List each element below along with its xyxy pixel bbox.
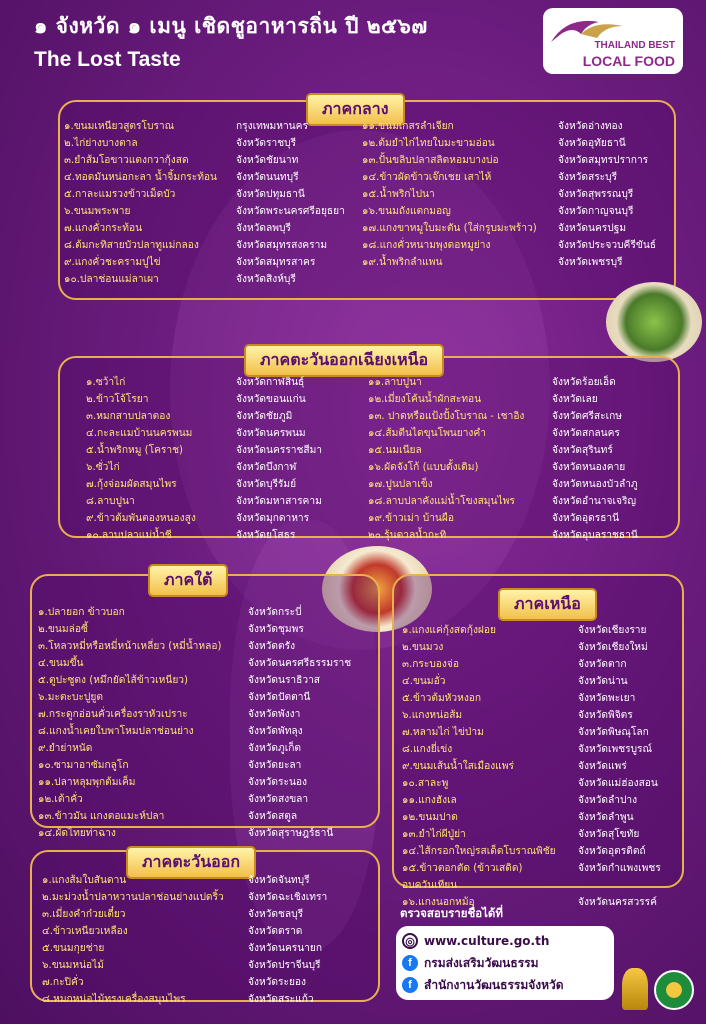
dish-item: ๑๓.ยำไก่ผีปู่ย่า <box>402 829 466 840</box>
province-item: จังหวัดหนองบัวลำภู <box>552 479 638 490</box>
province-item: จังหวัดลำพูน <box>578 812 634 823</box>
dish-item: ๑.ขนมเหนียวสูตรโบราณ <box>64 121 175 132</box>
dish-item: ๗.แกงคั่วกระท้อน <box>64 223 143 234</box>
province-item: จังหวัดพิษณุโลก <box>578 727 649 738</box>
province-item: จังหวัดมุกดาหาร <box>236 513 310 524</box>
province-item: จังหวัดอุดรธานี <box>552 513 620 524</box>
province-item: จังหวัดนครสวรรค์ <box>578 897 657 908</box>
dish-item: ๑๑.ปลาหลุมพุกต้มเค็ม <box>38 777 136 788</box>
province-item: จังหวัดนครศรีธรรมราช <box>248 658 352 669</box>
globe-icon: ◎ <box>402 933 418 949</box>
east-dishes <box>42 872 224 1008</box>
province-item: จังหวัดนครนายก <box>248 943 323 954</box>
province-item: จังหวัดยะลา <box>248 760 302 771</box>
province-item: จังหวัดลำปาง <box>578 795 638 806</box>
dish-item: ๓.ยำส้มโอขาวแตงกวากุ้งสด <box>64 155 189 166</box>
dish-item: ๕.ขนมกุยช่าย <box>42 943 105 954</box>
province-item: จังหวัดพระนครศรีอยุธยา <box>236 206 345 217</box>
province-item: จังหวัดพิจิตร <box>578 710 633 721</box>
dish-item: ๑๖.ผัดจังโก้ (แบบดั้งเดิม) <box>368 462 479 473</box>
dish-item: ๑๙.ข้าวเม่า บ้านผือ <box>368 513 454 524</box>
facebook-icon: f <box>402 977 418 993</box>
province-item: จังหวัดชัยนาท <box>236 155 299 166</box>
central-region-title: ภาคกลาง <box>306 93 405 126</box>
province-item: จังหวัดเลย <box>552 394 598 405</box>
province-item: กรุงเทพมหานคร <box>236 121 308 132</box>
province-item: จังหวัดจันทบุรี <box>248 875 310 886</box>
province-item: จังหวัดฉะเชิงเทรา <box>248 892 328 903</box>
central-right-provinces <box>558 118 656 271</box>
dish-item: ๕.น้ำพริกหมู (โคราช) <box>86 445 184 456</box>
province-item: จังหวัดหนองคาย <box>552 462 626 473</box>
province-item: จังหวัดอุทัยธานี <box>558 138 626 149</box>
province-item: จังหวัดปทุมธานี <box>236 189 305 200</box>
website-link[interactable] <box>402 930 608 952</box>
province-item: จังหวัดนครปฐม <box>558 223 627 234</box>
dish-item: ๘.ลาบปูนา <box>86 496 135 507</box>
dish-item: ๑๖.แกงนอกหม้อ <box>402 897 475 908</box>
dish-item: ๑๓.ข้าวมัน แกงตอแมะห์ปลา <box>38 811 165 822</box>
dish-item: ๑๒.เมี่ยงโค้นน้ำผักสะทอน <box>368 394 482 405</box>
dish-item: ๒.ขนมวง <box>402 642 444 653</box>
province-item: จังหวัดปัตตานี <box>248 692 311 703</box>
province-item: จังหวัดตราด <box>248 926 303 937</box>
dish-item: ๘.ต้มกะทิสายบัวปลาทูแม่กลอง <box>64 240 199 251</box>
northeast-right-provinces <box>552 374 638 544</box>
province-item <box>578 877 661 894</box>
logo-text-line2: LOCAL FOOD <box>582 53 675 69</box>
dish-item: ๙.แกงคั่วชะครามปูไข่ <box>64 257 161 268</box>
province-item: จังหวัดเพชรบูรณ์ <box>578 744 652 755</box>
province-item: จังหวัดน่าน <box>578 676 628 687</box>
facebook-link-dept-text: กรมส่งเสริมวัฒนธรรม <box>424 955 539 970</box>
province-item: จังหวัดพะเยา <box>578 693 636 704</box>
dish-item: ๓.โหลวหมี่หรือหมี่หน้าเหลี่ยว (หมี่น้ำหลอ) <box>38 641 222 652</box>
province-item: จังหวัดกระบี่ <box>248 607 302 618</box>
facebook-link-dept[interactable] <box>402 952 608 974</box>
dish-item: ๑๙.น้ำพริกลำแพน <box>362 257 443 268</box>
south-provinces <box>248 604 351 842</box>
logo-text-line1: THAILAND BEST <box>594 40 675 51</box>
website-link-text: www.culture.go.th <box>424 934 550 948</box>
province-item: จังหวัดสระแก้ว <box>248 994 314 1005</box>
province-item: จังหวัดอุบลราชธานี <box>552 530 638 541</box>
province-item: จังหวัดประจวบคีรีขันธ์ <box>558 240 656 251</box>
province-item: จังหวัดบุรีรัมย์ <box>236 479 297 490</box>
dish-item: ๑๔.ส้มตีนไดขุนโพนยางคำ <box>368 428 486 439</box>
province-item: จังหวัดเชียงราย <box>578 625 647 636</box>
dish-item: ๑๑.ลาบปูนา <box>368 377 422 388</box>
northeast-region-title: ภาคตะวันออกเฉียงเหนือ <box>244 344 444 377</box>
dish-item: ๑๕.นมเนียล <box>368 445 422 456</box>
north-dishes <box>402 622 556 911</box>
south-dishes <box>38 604 221 842</box>
province-item: จังหวัดศรีสะเกษ <box>552 411 622 422</box>
province-item: จังหวัดพัทลุง <box>248 726 303 737</box>
province-item: จังหวัดกำแพงเพชร <box>578 863 661 874</box>
province-item: จังหวัดนนทบุรี <box>236 172 299 183</box>
dish-item: ๑๕.น้ำพริกไปนา <box>362 189 435 200</box>
thailand-best-local-food-logo <box>543 8 683 74</box>
dish-item: ๑๘.แกงคั่วหนามพุงดอหมูย่าง <box>362 240 491 251</box>
province-item: จังหวัดนครราชสีมา <box>236 445 323 456</box>
dish-item: ๓.หมกสาบปลาตอง <box>86 411 171 422</box>
northeast-left-dishes <box>86 374 196 544</box>
central-right-dishes <box>362 118 537 271</box>
province-item: จังหวัดแม่ฮ่องสอน <box>578 778 658 789</box>
dish-item: ๕.กาละแมรวงข้าวเม็ดบัว <box>64 189 176 200</box>
province-item: จังหวัดชลบุรี <box>248 909 304 920</box>
dish-item: ๕.ข้าวต้มหัวหงอก <box>402 693 482 704</box>
province-item: จังหวัดมหาสารคาม <box>236 496 322 507</box>
province-item: จังหวัดสงขลา <box>248 794 309 805</box>
central-left-dishes <box>64 118 217 288</box>
facebook-icon: f <box>402 955 418 971</box>
south-region-title: ภาคใต้ <box>148 564 228 597</box>
province-item: จังหวัดกาญจนบุรี <box>558 206 634 217</box>
dish-item: ๑.แกงส้มใบสันดาน <box>42 875 127 886</box>
dish-item: ๒.ข้าวโจ้โรยา <box>86 394 149 405</box>
dish-item: ๑๐.ซามาอาซัมกลูโก <box>38 760 129 771</box>
dish-item: ๑.ปลายอก ข้าวบอก <box>38 607 125 618</box>
dish-item: ๓.เมี่ยงคำก๋วยเตี๋ยว <box>42 909 126 920</box>
dish-item: ๑๘.ลาบปลาคังแม่น้ำโขงสมุนไพร <box>368 496 515 507</box>
province-item: จังหวัดสุพรรณบุรี <box>558 189 634 200</box>
province-item: จังหวัดตาก <box>578 659 627 670</box>
province-item: จังหวัดราชบุรี <box>236 138 297 149</box>
province-item: จังหวัดพังงา <box>248 709 301 720</box>
verify-label: ตรวจสอบรายชื่อได้ที่ <box>400 906 503 920</box>
east-provinces <box>248 872 327 1008</box>
dish-item: ๑๒.ต้มยำไก่ไทยใบมะขามอ่อน <box>362 138 495 149</box>
province-item: จังหวัดขอนแก่น <box>236 394 306 405</box>
province-item: จังหวัดสมุทรสงคราม <box>236 240 328 251</box>
dish-item: ๔.ทอดมันหน่อกะลา น้ำจิ้มกระท้อน <box>64 172 217 183</box>
province-item: จังหวัดระยอง <box>248 977 307 988</box>
province-item: จังหวัดเชียงใหม่ <box>578 642 648 653</box>
province-item: จังหวัดปราจีนบุรี <box>248 960 321 971</box>
province-item: จังหวัดแพร่ <box>578 761 627 772</box>
dish-item: ๓.กระบองจ่อ <box>402 659 459 670</box>
province-item: จังหวัดกาฬสินธุ์ <box>236 377 305 388</box>
dish-item: ๑.ซว้าไก่ <box>86 377 126 388</box>
dish-item: ๗.กระดูกอ่อนคั่วเครื่องราหัวเปราะ <box>38 709 188 720</box>
province-item: จังหวัดสุโขทัย <box>578 829 640 840</box>
dish-item: ๗.กะปิคั่ว <box>42 977 84 988</box>
dish-item: ๕.ตูปะซูตง (หมึกยัดไส้ข้าวเหนียว) <box>38 675 188 686</box>
province-item: จังหวัดสกลนคร <box>552 428 620 439</box>
dish-item: ๒.มะม่วงน้ำปลาหวานปลาช่อนย่างแปดริ้ว <box>42 892 224 903</box>
dish-item: ๙.ขนมเส้นน้ำใสเมืองแพร่ <box>402 761 514 772</box>
page-title: ๑ จังหวัด ๑ เมนู เชิดชูอาหารถิ่น ปี ๒๕๖๗ <box>34 14 428 38</box>
north-provinces <box>578 622 661 911</box>
dish-item: ๑๓.ปั้นขลิบปลาสลิดหอมบางบ่อ <box>362 155 499 166</box>
northeast-left-provinces <box>236 374 322 544</box>
province-item: จังหวัดบึงกาฬ <box>236 462 297 473</box>
province-item: จังหวัดลพบุรี <box>236 223 291 234</box>
province-item: จังหวัดสิงห์บุรี <box>236 274 296 285</box>
dish-item: ๘.แกงน้ำเคยใบพาโหมปลาช่อนย่าง <box>38 726 194 737</box>
province-item: จังหวัดเพชรบุรี <box>558 257 623 268</box>
dish-item: ๖.ขนมพระพาย <box>64 206 131 217</box>
dish-item: ๔.ขนมขึ้น <box>38 658 84 669</box>
north-region-title: ภาคเหนือ <box>498 588 597 621</box>
dish-item: ๒.ไก่ย่างบางตาล <box>64 138 138 149</box>
central-left-provinces <box>236 118 345 288</box>
dish-item: ๖.มะตะบะปูยูต <box>38 692 103 703</box>
dish-item: ๑๐.ลาบปลาแม่น้ำชี <box>86 530 172 541</box>
dish-item: ๑๗.แกงขาหมูใบมะตัน (ใส่กรูบมะพร้าว) <box>362 223 537 234</box>
province-item: จังหวัดภูเก็ต <box>248 743 301 754</box>
dish-item: ๑๓. ปาดหรือแป้งปั้งโบราณ - เชาอิง <box>368 411 525 422</box>
dish-item: ๙.ยำย่าหนัด <box>38 743 93 754</box>
dish-item: ๑๒.เต้าคั่ว <box>38 794 83 805</box>
dish-item: ๑๔.ข้าวผัดข้าวเจ๊กเชย เสาไห้ <box>362 172 492 183</box>
dish-item: ๗.กุ้งจ่อมผัดสมุนไพร <box>86 479 177 490</box>
province-item: จังหวัดยโสธร <box>236 530 296 541</box>
province-item: จังหวัดนราธิวาส <box>248 675 321 686</box>
northeast-right-dishes <box>368 374 524 544</box>
dish-item: ๑๑.แกงฮังเล <box>402 795 457 806</box>
province-item: จังหวัดระนอง <box>248 777 307 788</box>
dish-item: ๘.หมกหน่อไม้ทรงเครื่องสมุนไพร <box>42 994 186 1005</box>
dish-item: อบควันเทียน <box>402 880 458 891</box>
dish-item: ๑๒.ขนมปาด <box>402 812 458 823</box>
dish-item: ๑๕.ข้าวตอกตัด (ข้าวเสดิด) <box>402 863 523 874</box>
dish-item: ๑๐.ปลาช่อนแม่ลาเผา <box>64 274 159 285</box>
province-item: จังหวัดอ่างทอง <box>558 121 623 132</box>
dish-item: ๑๔.ผัดไทยท่าฉาง <box>38 828 116 839</box>
province-item: จังหวัดตรัง <box>248 641 296 652</box>
dish-item: ๑๖.ขนมถังแตกมอญ <box>362 206 451 217</box>
province-item: จังหวัดสตูล <box>248 811 298 822</box>
dish-item: ๖.ซั่วไก่ <box>86 462 120 473</box>
dish-item: ๔.ข้าวเหนียวเหลือง <box>42 926 128 937</box>
province-item: จังหวัดสุรินทร์ <box>552 445 613 456</box>
dish-item: ๑.แกงแค่กุ้งสดกุ้งฝอย <box>402 625 496 636</box>
dish-item: ๑๐.สาละพู <box>402 778 449 789</box>
province-item: จังหวัดอุตรดิตถ์ <box>578 846 646 857</box>
dish-item: ๒.ขนมล่อซี้ <box>38 624 88 635</box>
east-region-title: ภาคตะวันออก <box>126 846 256 879</box>
facebook-link-office-text: สำนักงานวัฒนธรรมจังหวัด <box>424 977 564 992</box>
page-subtitle: The Lost Taste <box>34 48 181 71</box>
dish-item: ๖.แกงหน่อส้ม <box>402 710 463 721</box>
dish-item: ๑๔.ไส้กรอกใหญ่รสเด็ดโบราณพิชัย <box>402 846 556 857</box>
culture-department-seal-icon <box>654 970 694 1010</box>
province-item: จังหวัดสมุทรปราการ <box>558 155 649 166</box>
dish-item: ๘.แกงยี่เข่ง <box>402 744 453 755</box>
ministry-emblem-icon <box>622 968 648 1010</box>
province-item: จังหวัดอำนาจเจริญ <box>552 496 637 507</box>
dish-item: ๖.ขนมหน่อไม้ <box>42 960 104 971</box>
contact-links-box <box>396 926 614 1000</box>
dish-item: ๔.กะละแมบ้านนครพนม <box>86 428 193 439</box>
province-item: จังหวัดชุมพร <box>248 624 304 635</box>
facebook-link-office[interactable] <box>402 974 608 996</box>
dish-item: ๒๐.รุ้นตาลน้ำกะทิ <box>368 530 447 541</box>
province-item: จังหวัดสมุทรสาคร <box>236 257 316 268</box>
province-item: จังหวัดนครพนม <box>236 428 306 439</box>
food-plate-image <box>606 282 702 362</box>
dish-item: ๙.ข้าวต้มพันตองหนองสูง <box>86 513 196 524</box>
dish-item: ๔.ขนมอั่ว <box>402 676 446 687</box>
dish-item: ๑๑.ขนมเกสรลำเจียก <box>362 121 454 132</box>
province-item: จังหวัดร้อยเอ็ด <box>552 377 616 388</box>
province-item: จังหวัดสระบุรี <box>558 172 618 183</box>
dish-item: ๗.หลามไก่ ไข่ป่าม <box>402 727 484 738</box>
province-item: จังหวัดสุราษฎร์ธานี <box>248 828 334 839</box>
dish-item: ๑๗.ปูนปลาเข็ง <box>368 479 433 490</box>
province-item: จังหวัดชัยภูมิ <box>236 411 293 422</box>
